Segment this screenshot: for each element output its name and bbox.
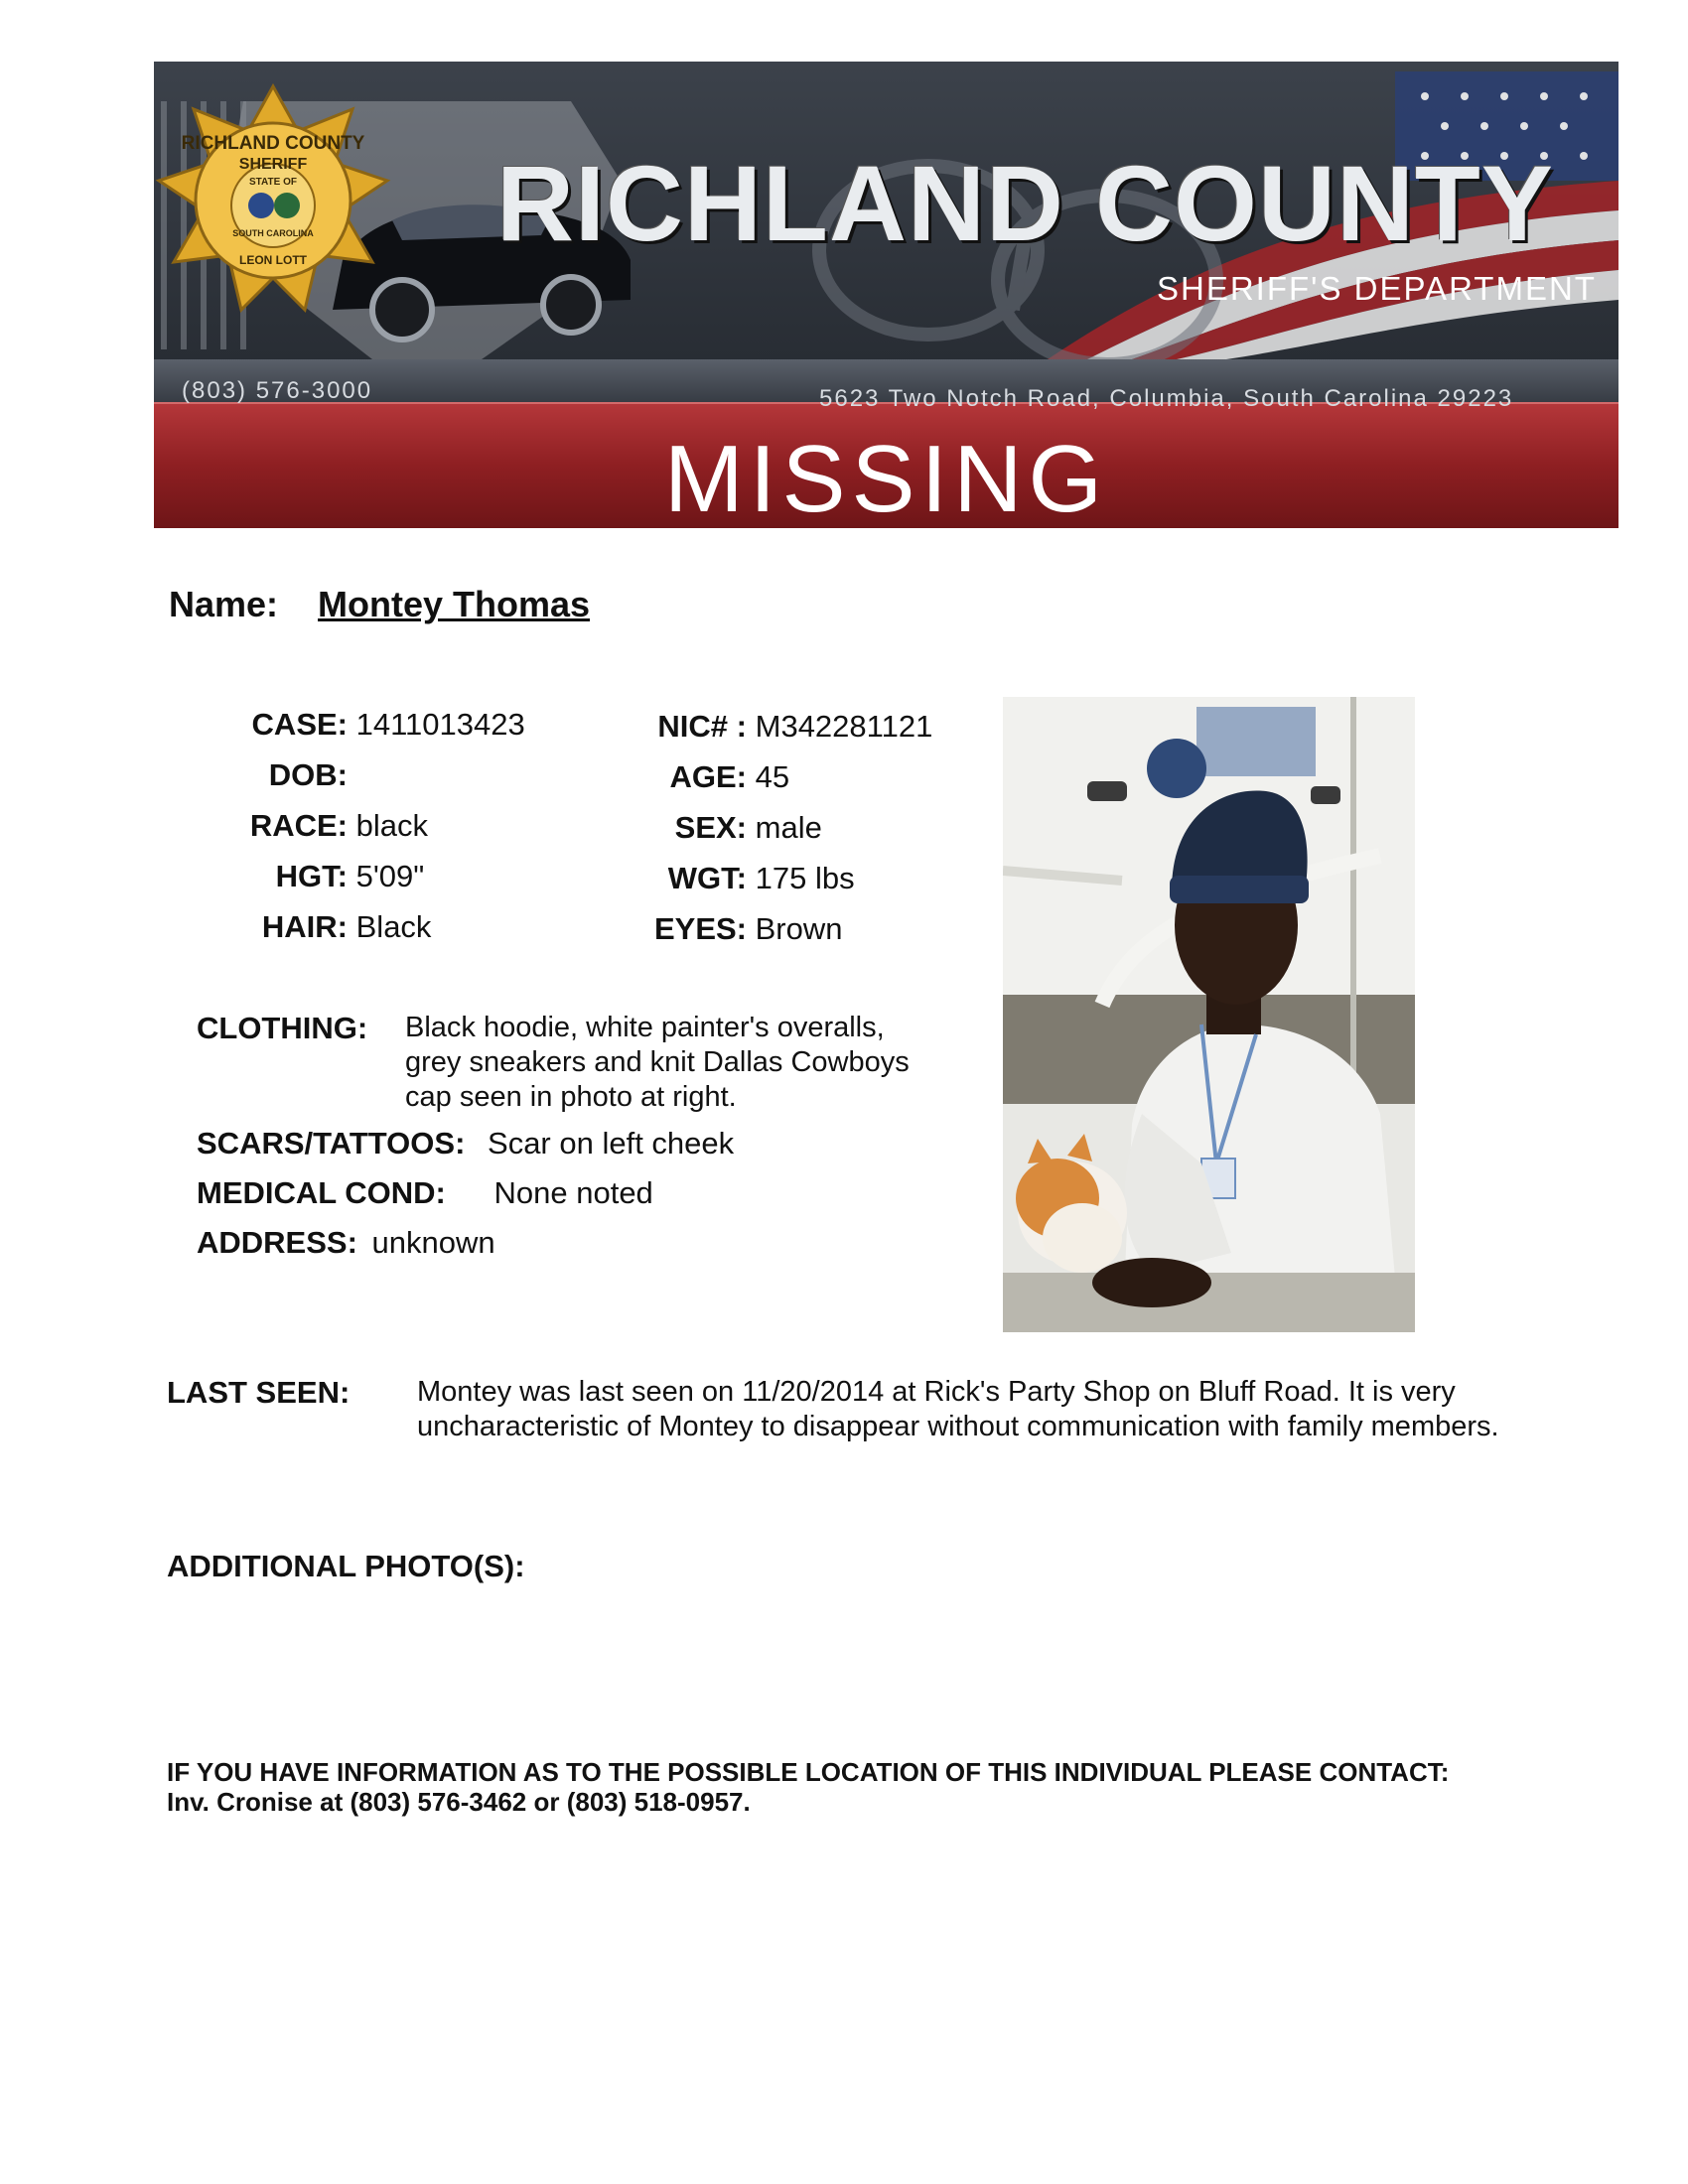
case-row [228,707,525,743]
weight-row [635,861,855,896]
address-row [197,1225,495,1261]
badge-ring-text: RICHLAND COUNTY [181,133,365,154]
height-label: HGT: [275,859,348,893]
contact-phone-numbers: Inv. Cronise at (803) 576-3462 or (803) 518-0957. [167,1787,751,1817]
race-value: black [355,808,428,843]
badge-state-name-text: SOUTH CAROLINA [232,228,314,238]
last-seen-line: Montey was last seen on 11/20/2014 at Rick's Party Shop on Bluff Road. It is very [417,1376,1456,1408]
header-banner [154,62,1618,528]
hair-value: Black [355,909,432,944]
last-seen-description [417,1375,1569,1444]
medical-value: None noted [493,1175,653,1210]
nic-label: NIC# : [657,709,747,744]
scars-row [197,1126,734,1161]
department-subtitle: SHERIFF'S DEPARTMENT [1157,270,1597,307]
person-name: Montey Thomas [318,584,591,624]
dob-row [228,757,348,793]
scars-value: Scar on left cheek [488,1126,735,1160]
department-address: 5623 Two Notch Road, Columbia, South Carolina 29223 [819,385,1514,412]
weight-value: 175 lbs [755,861,855,895]
nic-value: M342281121 [755,709,933,744]
height-value: 5'09" [355,859,425,893]
age-value: 45 [755,759,790,794]
clothing-line: grey sneakers and knit Dallas Cowboys [405,1046,910,1078]
eyes-label: EYES: [653,911,747,946]
sex-label: SEX: [674,810,747,845]
medical-row [197,1175,653,1211]
scars-label: SCARS/TATTOOS: [197,1126,466,1160]
last-seen-line: uncharacteristic of Montey to disappear without communication with family members. [417,1411,1499,1442]
clothing-label: CLOTHING: [197,1011,368,1045]
badge-name-text: LEON LOTT [239,253,307,267]
height-row [228,859,424,894]
clothing-description [405,1011,961,1115]
race-row [228,808,428,844]
sex-value: male [755,810,822,845]
race-label: RACE: [249,808,348,843]
eyes-row [635,911,843,947]
address-value: unknown [371,1225,495,1260]
medical-label: MEDICAL COND: [197,1175,446,1210]
photo-image [1003,697,1415,1332]
clothing-line: cap seen in photo at right. [405,1081,737,1113]
badge-state-text: STATE OF [249,177,297,188]
name-label: Name: [169,584,279,624]
department-phone: (803) 576-3000 [182,377,373,404]
badge-sheriff-text: SHERIFF [238,156,308,173]
case-value: 1411013423 [355,707,525,742]
address-label: ADDRESS: [197,1225,357,1260]
age-label: AGE: [669,759,747,794]
hair-label: HAIR: [261,909,348,944]
last-seen-label: LAST SEEN: [167,1375,351,1410]
weight-label: WGT: [667,861,747,895]
dob-label: DOB: [268,757,348,792]
additional-photos-label: ADDITIONAL PHOTO(S): [167,1549,525,1583]
contact-instructions: IF YOU HAVE INFORMATION AS TO THE POSSIBLE LOCATION OF THIS INDIVIDUAL PLEASE CONTACT: [167,1757,1450,1787]
hair-row [228,909,431,945]
case-label: CASE: [251,707,348,742]
missing-heading: MISSING [663,426,1109,528]
eyes-value: Brown [755,911,843,946]
sex-row [635,810,822,846]
nic-row [635,709,932,745]
clothing-line: Black hoodie, white painter's overalls, [405,1012,885,1043]
department-title: RICHLAND COUNTY [496,143,1554,263]
missing-person-photo [1003,697,1415,1332]
age-row [635,759,789,795]
